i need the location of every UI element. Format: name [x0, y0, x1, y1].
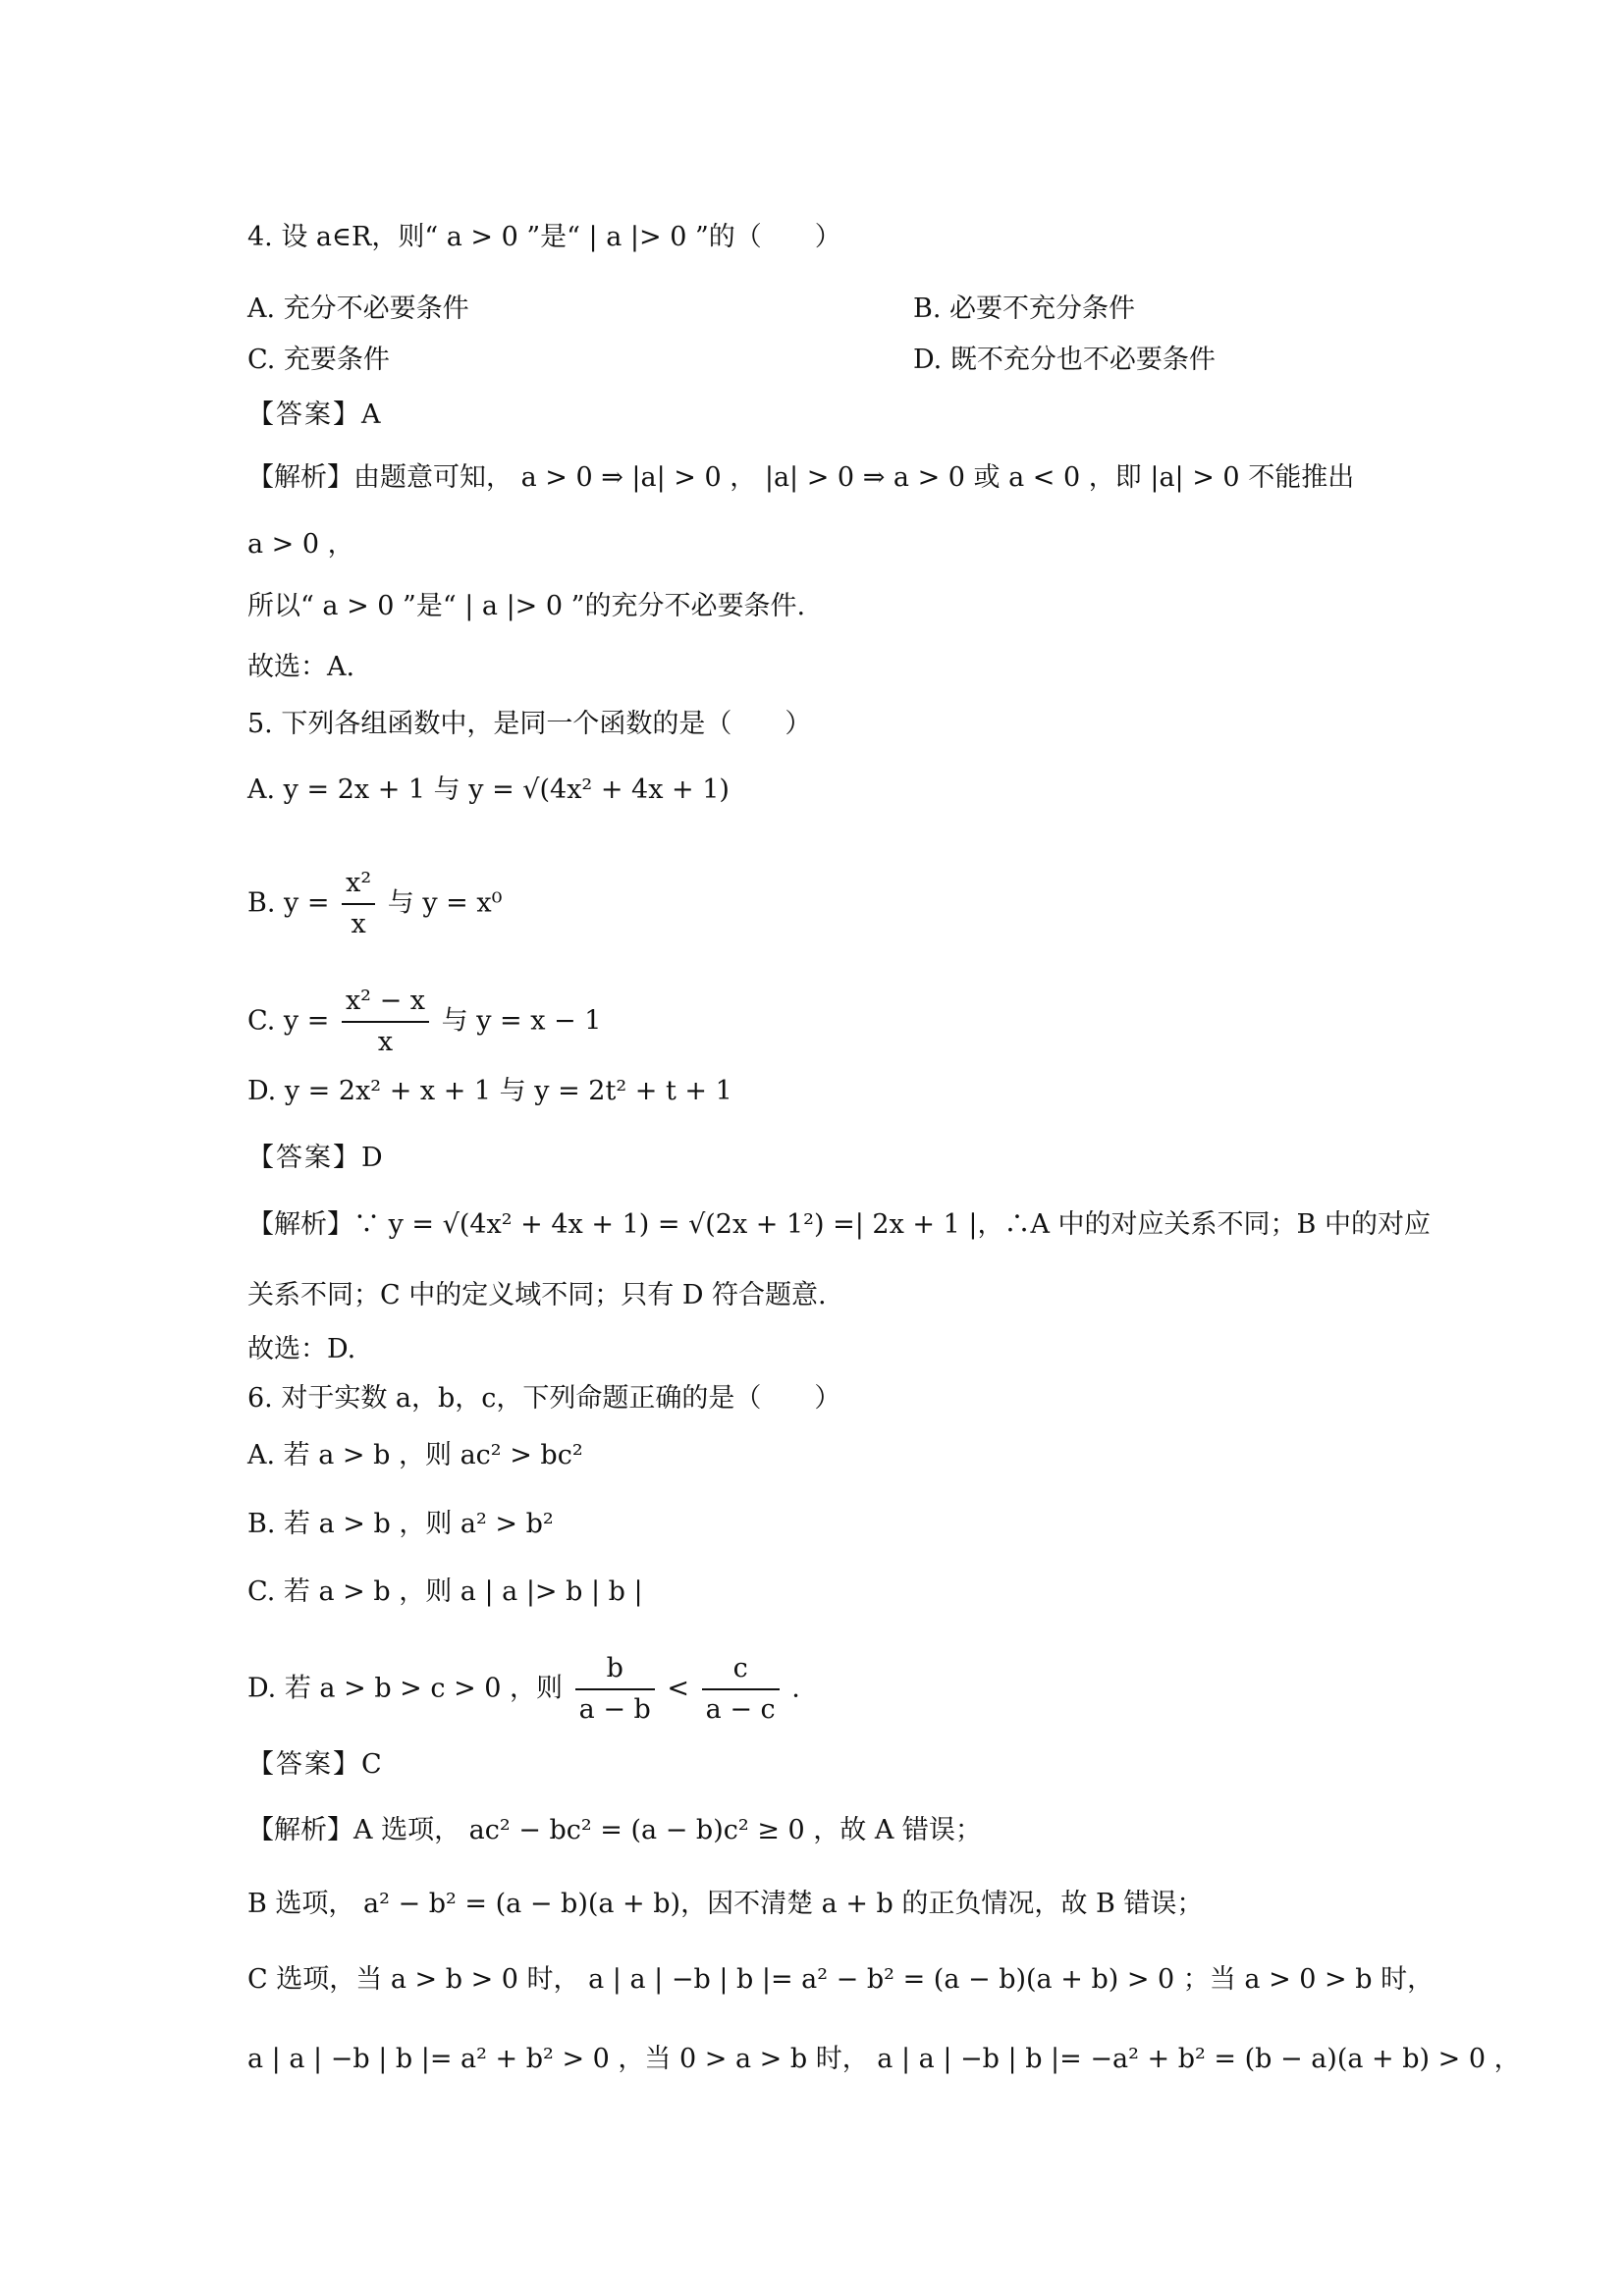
q5-analysis-2: 关系不同；C 中的定义域不同；只有 D 符合题意. [247, 1280, 827, 1310]
q5-option-b-denominator: x [351, 909, 366, 939]
q5-option-d: D. y = 2x² + x + 1 与 y = 2t² + t + 1 [247, 1076, 732, 1106]
q5-option-b [247, 864, 502, 944]
q6-option-d-fraction-1 [575, 1649, 655, 1730]
q6-answer: 【答案】C [247, 1749, 384, 1780]
q6-analysis-4: a | a | −b | b |= a² + b² > 0 ，当 0 > a > b 时， a | a | −b | b |= −a² + b² = (b − a)(a + b) > 0 ， [247, 2044, 1521, 2074]
q6-option-b: B. 若 a > b ，则 a² > b² [247, 1509, 554, 1539]
q4-answer: 【答案】A [247, 400, 383, 430]
q6-option-d-denominator-2: a − c [705, 1694, 776, 1725]
q6-analysis-3: C 选项，当 a > b > 0 时， a | a | −b | b |= a² − b² = (a − b)(a + b) > 0 ；当 a > 0 > b 时， [247, 1964, 1435, 1995]
q5-option-b-rhs: 与 y = x⁰ [387, 887, 503, 919]
q6-option-d [247, 1649, 800, 1730]
q5-option-a: A. y = 2x + 1 与 y = √(4x² + 4x + 1) [247, 774, 730, 805]
q5-stem: 5. 下列各组函数中，是同一个函数的是（ ） [247, 709, 812, 739]
q5-option-b-numerator: x² [342, 864, 375, 905]
q4-option-row-2 [247, 341, 1216, 380]
q4-option-a: A. 充分不必要条件 [247, 294, 469, 324]
q6-option-d-numerator-2: c [702, 1649, 780, 1690]
q5-option-b-fraction [342, 864, 375, 944]
q6-option-d-period: . [791, 1673, 800, 1704]
q6-option-d-fraction-2 [702, 1649, 780, 1730]
q4-analysis-1: 【解析】由题意可知， a > 0 ⇒ |a| > 0 ， |a| > 0 ⇒ a > 0 或 a < 0 ，即 |a| > 0 不能推出 [247, 462, 1355, 493]
q4-option-b: B. 必要不充分条件 [913, 294, 1136, 324]
q5-option-c [247, 982, 601, 1062]
q4-choose: 故选：A. [247, 652, 355, 682]
q6-option-d-numerator-1: b [575, 1649, 655, 1690]
q4-option-c: C. 充要条件 [247, 345, 390, 375]
q6-option-d-denominator-1: a − b [578, 1694, 651, 1725]
q5-option-c-label: C. [247, 1005, 276, 1037]
q4-option-row-1 [247, 290, 1136, 329]
q6-analysis-1: 【解析】A 选项， ac² − bc² = (a − b)c² ≥ 0 ，故 A 错误； [247, 1815, 982, 1845]
q5-choose: 故选：D. [247, 1334, 356, 1364]
q6-option-c: C. 若 a > b ，则 a | a |> b | b | [247, 1576, 643, 1607]
q5-option-b-lhs: y = [284, 887, 330, 919]
q5-option-c-lhs: y = [283, 1005, 330, 1037]
q4-analysis-3: 所以“ a > 0 ”是“ | a |> 0 ”的充分不必要条件. [247, 591, 806, 621]
q4-stem: 4. 设 a∈R，则“ a > 0 ”是“ | a |> 0 ”的（ ） [247, 222, 841, 252]
q4-analysis-2: a > 0 ， [247, 529, 354, 560]
q5-analysis-1: 【解析】∵ y = √(4x² + 4x + 1) = √(2x + 1²) =| 2x + 1 |，∴A 中的对应关系不同；B 中的对应 [247, 1209, 1431, 1240]
q6-analysis-2: B 选项， a² − b² = (a − b)(a + b)，因不清楚 a + b 的正负情况，故 B 错误； [247, 1889, 1204, 1919]
q6-option-d-less-than: < [667, 1673, 690, 1704]
q5-option-c-denominator: x [377, 1027, 394, 1057]
q5-option-c-fraction [342, 982, 429, 1062]
q6-stem: 6. 对于实数 a，b，c，下列命题正确的是（ ） [247, 1383, 841, 1414]
q5-option-c-numerator: x² − x [342, 982, 429, 1023]
q6-option-d-prefix: D. 若 a > b > c > 0 ，则 [247, 1673, 564, 1704]
q5-answer: 【答案】D [247, 1143, 385, 1173]
q5-option-b-label: B. [247, 887, 276, 919]
q6-option-a: A. 若 a > b ，则 ac² > bc² [247, 1440, 583, 1470]
q5-option-c-rhs: 与 y = x − 1 [441, 1005, 602, 1037]
q4-option-d: D. 既不充分也不必要条件 [913, 345, 1216, 375]
